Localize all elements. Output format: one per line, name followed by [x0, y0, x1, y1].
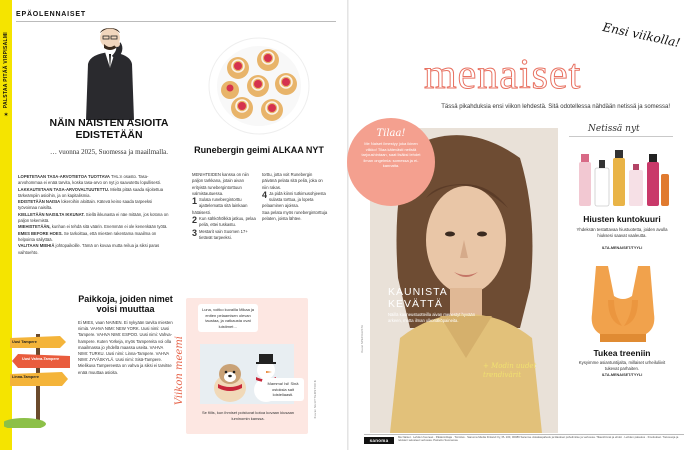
article1-title: NÄIN NAISTEN ASIOITA EDISTETÄÄN	[49, 117, 169, 141]
article1-paragraph: LOPETETAAN TASA-ARVOTIETOA TUOTTAVA THL:n osasto. Tasa-arvohommaa ei enää tarvita, koska tasa-arvo on nyt jo saavutettu lopullisesti.	[18, 174, 161, 186]
sidebar-text: ✶ PALSTAA PITÄÄ VIRPISALMI	[3, 32, 9, 117]
cover-subtext: Näillä kauneustuotteilla aivan menestyt hyvään arkeen, mutta ilman ulkonäköpaineita.	[388, 312, 476, 323]
online-item-source: ILTA-MENAISET/TYYLI	[601, 246, 643, 250]
article1-paragraph: VALITAAN MIEHIÄ johtopaikoille. Tämä on kovaa mutta reilua ja siksi paras vaihtoehto.	[18, 243, 160, 255]
weekly-meme-box	[186, 298, 308, 434]
subscribe-badge[interactable]	[347, 118, 435, 206]
article3-step: 3 Mestarit vain Suomen 17+ tietävät tarpeeksi.	[192, 227, 248, 240]
weekly-meme-heading: Viikon meemi	[174, 336, 185, 406]
online-item-source: ILTA-MENAISET/TYYLI	[601, 373, 643, 377]
online-item-subtitle: Yhdeksän testattavaa hiustuotetta, joiden avulla hiuksesi saavat vaaleutta.	[576, 227, 668, 238]
cover-photo-credit: Kuvat SPECIALISTA	[360, 325, 364, 353]
article3-column-right	[262, 172, 328, 222]
article3-intro: MENIHTEIDEN kanssa on niin paljon tarkkana, jotain aivan erityistä runebergintorttuun valmistautuessa.	[192, 172, 249, 196]
article3-step: 1 Sulata runebergintorttu ajattelematta sitä lainkaan hätäisesti.	[192, 196, 248, 215]
section-rule	[16, 21, 336, 22]
sports-bra-illustration	[584, 262, 662, 344]
article1-paragraph: MIEHISTETÄÄN, kunhan ei tehdä sitä väärin. Enemmän ei ole kenenkään työtä.	[18, 224, 168, 230]
page-gutter	[347, 0, 349, 450]
intro-text: Tässä pikahduksia ensi viikon lehdestä. Sitä odotellessa nähdään netissä ja somessa!	[441, 104, 670, 110]
subscribe-text: Me Naiset ilmestyy joka ikinen viikko! Tilaa kätevästi netistä tarjoushintaan, saat lisäksi lehdet ilman ongelmia: somessa ja ei-kannatta.	[361, 141, 421, 168]
photo-credit: Kuvat SHUTTERSTOCK	[313, 380, 317, 419]
signpost-arrow-label: Uusi Tampere	[12, 340, 37, 344]
article3-title: Runebergin geimi ALKAA NYT	[194, 145, 324, 155]
footer-imprint: Me Naiset · Lehden huoneet · Päätoimittaja · Toimitus · Sanoma Media Finland Oy, PL 100, 00089 Sanoma. Asiakaspalvelu ja tilaukset puhelimitse ja verkossa. Tilaushinnat ja ehdot · Lehden palautus · Ilmoitukset. Tietosuoja ja rekisteri selosteet verkossa. Painettu Suomessa.	[398, 435, 679, 443]
meme-caption: Se fiilis, kun ihmiset poistuvat kotoa kovaan kiusaan luminomin kanssa.	[201, 410, 295, 421]
subscribe-heading: Tilaa!	[376, 128, 406, 139]
article3-step: 4 Ja pidä kiinni tutkimusohjeesta sulasta torttua, ja lopeta pelaaminen ajoissa.	[262, 189, 326, 209]
article1-paragraph: KIELLETÄÄN NAISILTA IKKUNAT. Siellä ikkunasta ei näe mitään, jos kotona on paljon tekemistä.	[18, 211, 169, 224]
article1-lead: … vuonna 2025, Suomessa ja maailmalla.	[49, 148, 168, 156]
fashion-teaser: + Modin uudet trendivärit	[483, 362, 537, 379]
online-item-title[interactable]: Hiusten kuntokuuri	[583, 214, 661, 224]
signpost-arrow-label: Uusi Vahva-Tampere	[22, 357, 60, 361]
masthead: menaiset	[424, 52, 582, 98]
online-item-title[interactable]: Tukea treeniin	[593, 348, 651, 358]
article3-step: 2 Kun sähköhölkkä jatkuu, pelaa peliä, ettei tuskastu.	[192, 215, 256, 228]
article3-column-left	[192, 172, 258, 241]
businessman-illustration	[70, 24, 150, 120]
signpost-arrow-label: Linna-Tampere	[12, 375, 39, 379]
ensi-viikolla-label: Ensi viikolla!	[601, 19, 682, 51]
online-now-label: Netissä nyt	[588, 124, 640, 134]
meme-speech-bubble: Mamma! Isi! Sinä ostoksia sait loisteliaasti.	[262, 378, 304, 401]
article1-paragraph: EMES BEFORE HOES. Se tarkoittaa, että miesten rakentama maailma on helpointa säilyttää.	[18, 230, 157, 242]
article1-paragraph: EDISTETÄÄN NAISIA lokeroihin aloittain. Kätevä keino saada tarpeeksi työvoimaa naisilta.	[18, 199, 153, 211]
online-now-rule	[569, 136, 673, 137]
publisher-logo: sanoma	[364, 437, 394, 444]
article3-ending: Saa pelata myös runebergintorttuja pelaten, joista lähtee.	[262, 209, 328, 222]
article2-body: Ei MIES, vaan NAINEN. Ei nykyään tarvita miesten nimiä. VAHVA NIMI: NEW YORK. Uusi nimi: Uusi Tampere. VAHVA NIMI: ESPOO. Uusi nimi: Vahva-hampere. Kuten Yorkeja, myös Tampereita voi olla maailmassa jo yhdellä maassa useita. VAHVA NIMI: TURKU. Uusi nimi: Linna-Tampere. VAHVA NIMI: JYVÄSKYLÄ. Uusi nimi: Sisä-Tampere. Mielikuva Tampereesta on vahva ja siksi ei tarvitse enää muuttaa asioita.	[78, 320, 173, 375]
article2-title: Paikkoja, joiden nimet voisi muuttaa	[78, 294, 173, 314]
runeberg-tarts-illustration	[206, 34, 312, 138]
hair-products-illustration	[575, 140, 671, 210]
article3-intro: torttu, jotta voit Runebergin päivänä pelata sitä peliä, joka on niin rakas.	[262, 172, 323, 190]
article1-paragraph: LAKKAUTETAAN TASA-ARVOVALTUUTETTU. Mieltä pitää saada sijoitettua tärkeämpiin asioihin, ja on kapitalismia.	[18, 186, 164, 198]
online-item-subtitle: Kysyimme asiantuntijalta, millaiset urheiluliivit tukevat parhaiten.	[578, 360, 666, 371]
meme-speech-bubble: Luna, voitko kuvailla Mikaa ja eniten pelaamisen olevan taustaa, ja vatkausta ovat luistimet…	[198, 304, 258, 332]
section-label: EPÄOLENNAISET	[16, 11, 86, 18]
cover-headline: KAUNISTA KEVÄTTÄ	[388, 286, 448, 310]
article1-body	[18, 174, 170, 256]
